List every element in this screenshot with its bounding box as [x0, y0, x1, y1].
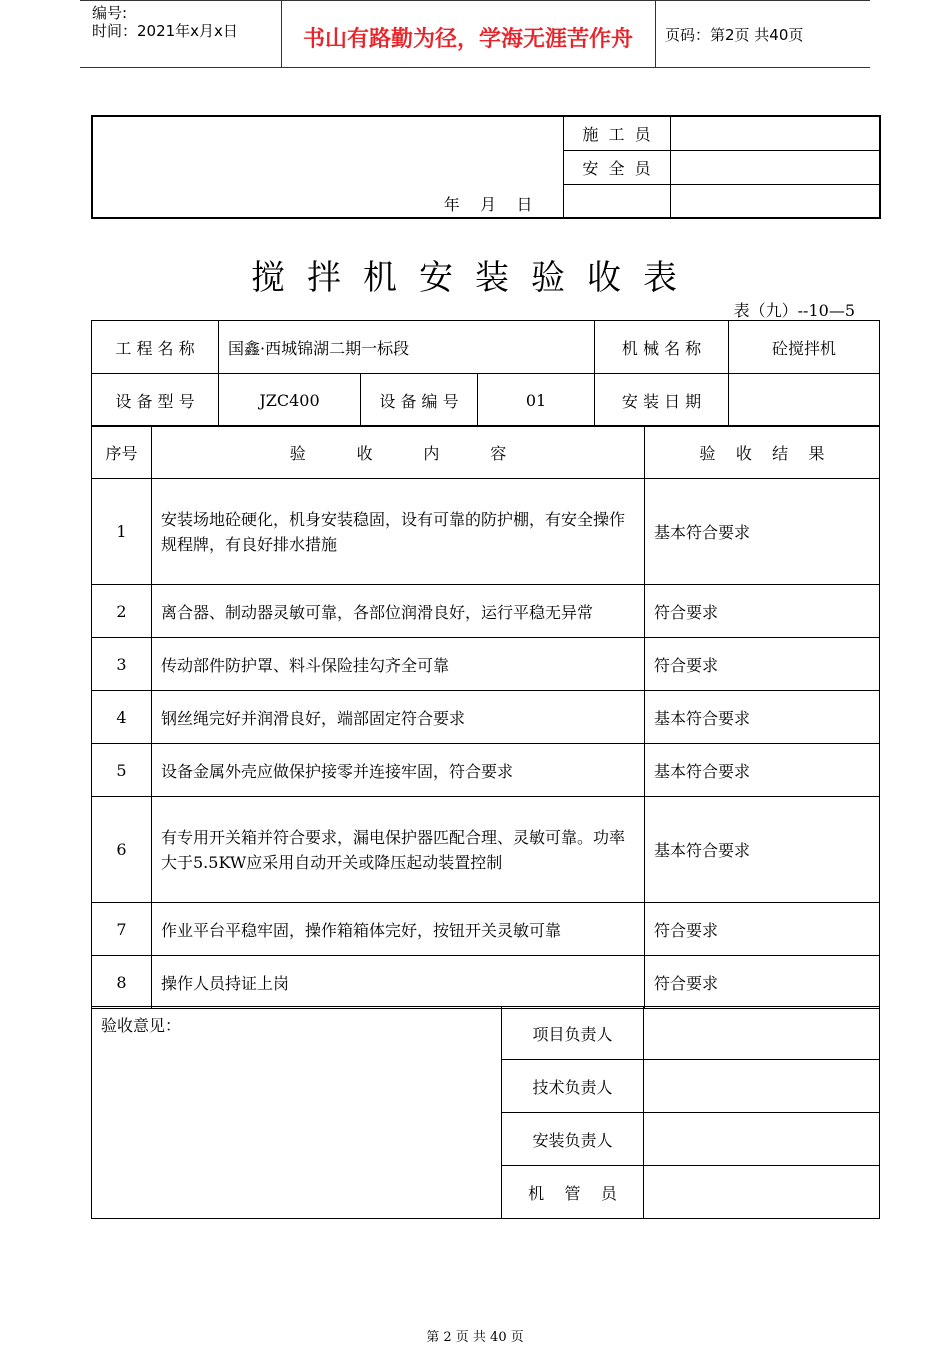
equipment-no-label: 设 备 编 号: [361, 374, 478, 427]
table-row: [92, 691, 880, 744]
signer-machine-manager: 机 管 员: [502, 1166, 644, 1219]
header-number-label: 编号:: [92, 4, 128, 22]
row-content: 操作人员持证上岗: [152, 956, 645, 1009]
row-content: 作业平台平稳牢固，操作箱箱体完好，按钮开关灵敏可靠: [152, 903, 645, 956]
project-name: 国鑫·西城锦湖二期一标段: [219, 321, 595, 374]
form-number: 表（九）--10—5: [733, 301, 855, 320]
row-number: 3: [92, 638, 152, 691]
row-result: 符合要求: [645, 638, 880, 691]
row-number: 1: [92, 479, 152, 585]
signature-field: [644, 1113, 880, 1166]
row-result: 基本符合要求: [645, 797, 880, 903]
install-date-label: 安 装 日 期: [595, 374, 729, 427]
signature-field: [644, 1166, 880, 1219]
row-result: 符合要求: [645, 956, 880, 1009]
col-content-header: 验 收 内 容: [152, 426, 645, 479]
row-number: 8: [92, 956, 152, 1009]
table-row: [92, 956, 880, 1009]
row-result: 基本符合要求: [645, 691, 880, 744]
row-number: 2: [92, 585, 152, 638]
role-safety: 安 全 员: [563, 150, 670, 184]
row-content: 安装场地砼硬化，机身安装稳固，设有可靠的防护棚，有安全操作规程牌，有良好排水措施: [152, 479, 645, 585]
row-result: 基本符合要求: [645, 479, 880, 585]
header-page-info: 页码：第2页 共40页: [665, 26, 804, 44]
row-content: 设备金属外壳应做保护接零并连接牢固，符合要求: [152, 744, 645, 797]
header-motto: 书山有路勤为径，学海无涯苦作舟: [302, 27, 633, 52]
signer-project-lead: 项目负责人: [502, 1007, 644, 1060]
row-content: 离合器、制动器灵敏可靠，各部位润滑良好，运行平稳无异常: [152, 585, 645, 638]
table-row: [92, 585, 880, 638]
machine-name: 砼搅拌机: [729, 321, 880, 374]
opinion-table: [91, 1006, 880, 1219]
inspection-table: [91, 425, 880, 1009]
row-number: 5: [92, 744, 152, 797]
header-divider: [655, 0, 656, 68]
row-number: 6: [92, 797, 152, 903]
row-result: 符合要求: [645, 903, 880, 956]
machine-name-label: 机 械 名 称: [595, 321, 729, 374]
table-row: [92, 479, 880, 585]
signature-field: [644, 1007, 880, 1060]
row-number: 7: [92, 903, 152, 956]
info-table: [91, 320, 880, 427]
model-value: JZC400: [219, 374, 361, 427]
header-bottom-rule: [80, 67, 870, 68]
role-constructor-sign: [670, 116, 880, 150]
opinion-label: 验收意见：: [101, 1016, 182, 1035]
header-date: 时间：2021年x月x日: [92, 22, 238, 40]
sign-date-text: 年 月 日: [443, 195, 533, 214]
signer-tech-lead: 技术负责人: [502, 1060, 644, 1113]
role-empty-sign: [670, 184, 880, 218]
row-content: 钢丝绳完好并润滑良好，端部固定符合要求: [152, 691, 645, 744]
table-row: [92, 638, 880, 691]
role-constructor: 施 工 员: [563, 116, 670, 150]
role-safety-sign: [670, 150, 880, 184]
equipment-no-value: 01: [478, 374, 595, 427]
row-content: 有专用开关箱并符合要求，漏电保护器匹配合理、灵敏可靠。功率大于5.5KW应采用自动开关或降压起动装置控制: [152, 797, 645, 903]
install-date-value: [729, 374, 880, 427]
table-row: [92, 797, 880, 903]
col-result-header: 验 收 结 果: [645, 426, 880, 479]
table-row: [92, 744, 880, 797]
signature-field: [644, 1060, 880, 1113]
signer-install-lead: 安装负责人: [502, 1113, 644, 1166]
row-result: 符合要求: [645, 585, 880, 638]
header-top-rule: [80, 0, 870, 1]
table-row: [92, 903, 880, 956]
row-content: 传动部件防护罩、料斗保险挂勾齐全可靠: [152, 638, 645, 691]
row-number: 4: [92, 691, 152, 744]
model-label: 设 备 型 号: [92, 374, 219, 427]
project-name-label: 工 程 名 称: [92, 321, 219, 374]
sign-box-date: [92, 116, 563, 218]
page-title: 搅拌机安装验收表: [251, 258, 699, 298]
opinion-area: [92, 1007, 502, 1219]
row-result: 基本符合要求: [645, 744, 880, 797]
col-index-header: 序号: [92, 426, 152, 479]
sign-box: [91, 115, 881, 219]
page-footer: 第 2 页 共 40 页: [426, 1330, 524, 1345]
role-empty: [563, 184, 670, 218]
